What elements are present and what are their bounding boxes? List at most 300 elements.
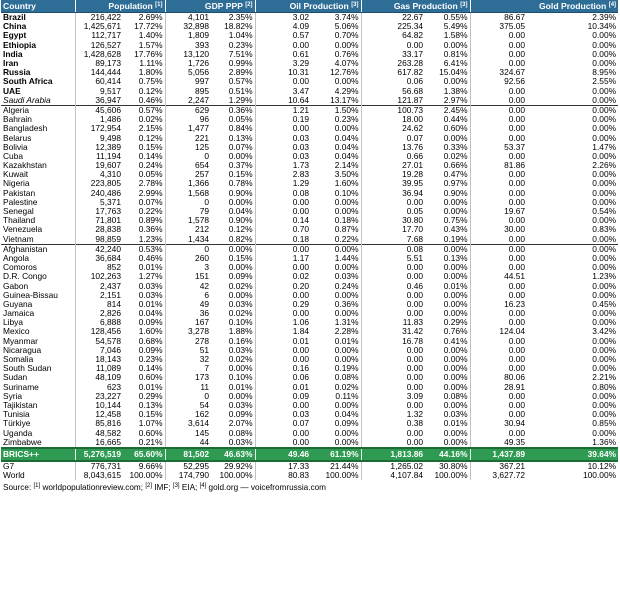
- cell-population: 6,888: [75, 318, 123, 327]
- cell-gold-share: 3.42%: [592, 327, 617, 337]
- cell-gas: 0.06: [361, 77, 425, 86]
- table-row: [1, 152, 618, 161]
- cell-gas: 0.08: [361, 244, 425, 254]
- cell-oil: 10.31: [255, 68, 311, 77]
- cell-oil-share: 1.44%: [334, 253, 359, 263]
- cell-population-share: 0.22%: [138, 206, 163, 217]
- cell-population: 852: [75, 263, 123, 272]
- cell-population: 85,816: [75, 419, 123, 428]
- cell-population-share: 0.24%: [138, 161, 163, 171]
- cell-gold-share: 0.00%: [592, 281, 617, 291]
- table-row: [1, 281, 618, 290]
- cell-gas-share: 6.41%: [443, 58, 468, 69]
- cell-population: 17,763: [75, 207, 123, 216]
- cell-oil: 3.02: [255, 13, 311, 23]
- cell-gas: 39.95: [361, 179, 425, 188]
- cell-gdp: 629: [165, 105, 211, 115]
- cell-population: 48,109: [75, 373, 123, 382]
- cell-population: 28,838: [75, 225, 123, 234]
- cell-population: 7,046: [75, 346, 123, 355]
- cell-gdp: 3,278: [165, 327, 211, 336]
- cell-gold-share: 0.00%: [592, 290, 617, 300]
- cell-gdp: 32,898: [165, 22, 211, 31]
- cell-population: 18,143: [75, 355, 123, 364]
- cell-population-share: 0.15%: [138, 142, 163, 152]
- cell-gdp: 0: [165, 152, 211, 161]
- cell-gdp-share: 0.36%: [211, 105, 255, 115]
- cell-gold: 0.00: [470, 59, 527, 68]
- cell-oil-share: 0.00%: [334, 354, 359, 365]
- cell-gold-share: 2.26%: [592, 161, 617, 171]
- cell-gas: 0.00: [361, 438, 425, 448]
- cell-population: 12,389: [75, 143, 123, 152]
- table-row: [1, 59, 618, 68]
- cell-gas-share: 0.02%: [443, 151, 468, 161]
- cell-gold: 81.86: [470, 161, 527, 170]
- cell-population-share: 0.89%: [138, 216, 163, 226]
- cell-gold: 0.00: [470, 291, 527, 300]
- cell-gas: 0.00: [361, 428, 425, 437]
- cell-gas-share: 0.01%: [443, 419, 468, 429]
- cell-oil-share: 0.00%: [334, 40, 359, 50]
- cell-gas-share: 0.00%: [443, 354, 468, 365]
- cell-oil: 0.01: [255, 383, 311, 392]
- cell-gold-share: 0.00%: [527, 244, 618, 254]
- cell-oil-share: 100.00%: [325, 471, 359, 481]
- cell-oil: 0.00: [255, 77, 311, 86]
- cell-oil-share: 0.00%: [311, 244, 361, 254]
- cell-gas: 7.68: [361, 235, 425, 245]
- cell-population: 16,665: [75, 438, 123, 448]
- cell-population: 11,089: [75, 364, 123, 373]
- cell-gdp-share: 0.99%: [228, 58, 253, 69]
- cell-oil-share: 0.76%: [334, 49, 359, 59]
- cell-gold-share: 0.00%: [592, 216, 617, 226]
- cell-population: 10,144: [75, 401, 123, 410]
- cell-country: Sudan: [3, 373, 28, 383]
- cell-gas-share: 0.00%: [443, 263, 468, 273]
- cell-gas-share: 100.00%: [434, 471, 468, 481]
- cell-gold: 0.00: [470, 87, 527, 96]
- table-body: [1, 13, 618, 481]
- cell-gdp: 1,366: [165, 179, 211, 188]
- cell-gold: 124.04: [470, 327, 527, 336]
- cell-gdp: 4,101: [165, 13, 211, 23]
- cell-gold: 0.00: [470, 346, 527, 355]
- cell-population-share: 0.21%: [138, 437, 163, 447]
- table-row: [1, 96, 618, 106]
- cell-oil-share: 1.60%: [334, 179, 359, 189]
- cell-gdp-share: 0.04%: [228, 206, 253, 217]
- cell-gas-share: 0.97%: [443, 179, 468, 189]
- cell-gold: 1,437.89: [470, 448, 527, 461]
- cell-gdp: 167: [165, 318, 211, 327]
- cell-gold: 0.00: [470, 133, 527, 142]
- cell-gas-share: 15.04%: [439, 68, 468, 78]
- cell-country: Nicaragua: [3, 345, 42, 355]
- cell-gas-share: 30.80%: [425, 461, 470, 471]
- cell-gas: 0.07: [361, 133, 425, 142]
- cell-gdp-share: 0.90%: [228, 188, 253, 198]
- table-row: [1, 143, 618, 152]
- cell-gas: 0.00: [361, 373, 425, 382]
- cell-gas: 0.00: [361, 198, 425, 207]
- cell-oil-share: 0.70%: [334, 31, 359, 41]
- brics-statistics-table: [1, 0, 618, 480]
- cell-population-share: 0.01%: [138, 382, 163, 392]
- cell-gdp: 6: [165, 291, 211, 300]
- header-population: Population [1]: [75, 0, 165, 13]
- cell-population-share: 0.15%: [138, 410, 163, 420]
- table-row: [1, 428, 618, 437]
- cell-oil: 0.03: [255, 410, 311, 419]
- cell-population: 48,582: [75, 428, 123, 437]
- cell-oil-share: 0.00%: [334, 263, 359, 273]
- cell-oil: 0.20: [255, 281, 311, 290]
- cell-oil-share: 1.31%: [334, 318, 359, 328]
- cell-population-share: 0.14%: [138, 364, 163, 374]
- cell-gold: 0.00: [470, 244, 527, 254]
- cell-gas: 17.70: [361, 225, 425, 234]
- cell-country: Jamaica: [3, 309, 35, 319]
- cell-country: Angola: [3, 253, 30, 263]
- cell-population: 11,194: [75, 152, 123, 161]
- cell-gold: 0.00: [470, 170, 527, 179]
- cell-oil: 0.06: [255, 373, 311, 382]
- cell-gdp: 13,120: [165, 50, 211, 59]
- cell-population: 2,826: [75, 309, 123, 318]
- cell-country: Thailand: [3, 216, 36, 226]
- cell-gdp-share: 0.03%: [228, 299, 253, 309]
- cell-gdp: 173: [165, 373, 211, 382]
- cell-oil-share: 2.14%: [334, 161, 359, 171]
- cell-country: Algeria: [1, 105, 75, 115]
- cell-gold: 16.23: [470, 300, 527, 309]
- cell-gdp-share: 0.02%: [228, 354, 253, 365]
- cell-population-share: 0.60%: [138, 428, 163, 438]
- cell-oil: 17.33: [255, 461, 311, 471]
- cell-gold-share: 0.00%: [527, 105, 618, 115]
- cell-population-share: 0.36%: [138, 225, 163, 235]
- cell-gas-share: 5.49%: [443, 22, 468, 32]
- cell-gdp: 49: [165, 300, 211, 309]
- header-gdp-ppp: GDP PPP [2]: [165, 0, 255, 13]
- cell-gas: 31.42: [361, 327, 425, 336]
- cell-gold: 0.00: [470, 31, 527, 40]
- cell-gdp: 125: [165, 143, 211, 152]
- cell-oil: 0.00: [255, 41, 311, 50]
- cell-gdp-share: 0.09%: [228, 272, 253, 282]
- cell-gas: 5.51: [361, 254, 425, 263]
- cell-country: South Sudan: [3, 364, 52, 374]
- cell-gas-share: 0.00%: [425, 244, 470, 254]
- cell-population: 1,486: [75, 115, 123, 124]
- cell-country: BRICS++: [1, 448, 75, 461]
- cell-population: 240,486: [75, 189, 123, 198]
- cell-oil: 10.64: [255, 96, 311, 106]
- cell-population-share: 0.12%: [138, 133, 163, 143]
- cell-country: China: [3, 22, 27, 32]
- cell-gas-share: 0.00%: [443, 197, 468, 207]
- cell-gas-share: 0.00%: [443, 77, 468, 87]
- cell-gdp: 52,295: [165, 461, 211, 471]
- cell-gold-share: 2.55%: [592, 77, 617, 87]
- cell-gas: 19.28: [361, 170, 425, 179]
- cell-oil: 0.00: [255, 263, 311, 272]
- cell-gas-share: 0.81%: [443, 49, 468, 59]
- cell-gdp-share: 0.07%: [228, 142, 253, 152]
- cell-population-share: 0.07%: [138, 197, 163, 207]
- cell-gdp: 257: [165, 170, 211, 179]
- cell-gold: 0.00: [470, 401, 527, 410]
- cell-population: 776,731: [75, 461, 123, 471]
- cell-population-share: 0.14%: [138, 151, 163, 161]
- cell-population: 223,805: [75, 179, 123, 188]
- cell-gdp-share: 0.23%: [228, 40, 253, 50]
- cell-gold: 92.56: [470, 77, 527, 86]
- cell-oil-share: 0.00%: [334, 309, 359, 319]
- cell-gas: 1.32: [361, 410, 425, 419]
- cell-oil-share: 0.87%: [334, 225, 359, 235]
- cell-oil: 49.46: [255, 448, 311, 461]
- cell-country: Brazil: [3, 12, 26, 23]
- cell-gdp: 895: [165, 87, 211, 96]
- cell-gdp-share: 0.90%: [228, 216, 253, 226]
- cell-gold-share: 0.83%: [592, 225, 617, 235]
- cell-gold-share: 0.00%: [592, 309, 617, 319]
- cell-gas-share: 0.33%: [443, 142, 468, 152]
- cell-gdp-share: 2.89%: [228, 68, 253, 78]
- cell-gdp: 1,434: [165, 235, 211, 245]
- table-row: [1, 309, 618, 318]
- cell-oil: 0.00: [255, 198, 311, 207]
- cell-gold-share: 0.00%: [592, 197, 617, 207]
- cell-gold: 0.00: [470, 428, 527, 437]
- cell-gold: 0.00: [470, 179, 527, 188]
- cell-population: 42,240: [75, 244, 123, 254]
- cell-gdp: 997: [165, 77, 211, 86]
- cell-gdp-share: 0.03%: [228, 437, 253, 447]
- cell-population-share: 0.68%: [138, 336, 163, 346]
- cell-population-share: 1.27%: [138, 272, 163, 282]
- cell-gas-share: 0.44%: [443, 115, 468, 125]
- header-country: Country: [1, 0, 75, 13]
- cell-gold: 28.91: [470, 383, 527, 392]
- cell-population-share: 1.07%: [138, 419, 163, 429]
- cell-oil: 1.29: [255, 179, 311, 188]
- cell-oil: 3.47: [255, 87, 311, 96]
- cell-oil-share: 0.09%: [334, 419, 359, 429]
- cell-gdp-share: 0.57%: [228, 77, 253, 87]
- cell-gold-share: 8.95%: [592, 68, 617, 78]
- cell-country: Uganda: [3, 428, 33, 438]
- cell-gold: 0.00: [470, 364, 527, 373]
- cell-population: 98,859: [75, 235, 123, 245]
- cell-oil: 0.61: [255, 50, 311, 59]
- table-row: [1, 410, 618, 419]
- table-row: [1, 189, 618, 198]
- cell-gas: 0.00: [361, 383, 425, 392]
- cell-gold: 0.00: [470, 105, 527, 115]
- cell-gas: 24.62: [361, 124, 425, 133]
- cell-oil: 0.00: [255, 291, 311, 300]
- cell-gold-share: 0.00%: [592, 428, 617, 438]
- cell-gold-share: 10.12%: [527, 461, 618, 471]
- cell-gdp-share: 0.51%: [228, 86, 253, 96]
- cell-country: Tunisia: [3, 410, 30, 420]
- cell-gdp-share: 0.00%: [228, 290, 253, 300]
- cell-country: Mexico: [3, 327, 30, 337]
- cell-gold-share: 0.00%: [592, 115, 617, 125]
- cell-population: 89,173: [75, 59, 123, 68]
- cell-country: Egypt: [3, 31, 27, 41]
- cell-country: Palestine: [3, 197, 38, 207]
- cell-population-share: 2.15%: [138, 124, 163, 134]
- cell-gold: 0.00: [470, 235, 527, 245]
- cell-gold-share: 1.47%: [592, 142, 617, 152]
- cell-gold-share: 0.00%: [592, 179, 617, 189]
- cell-gdp: 145: [165, 428, 211, 437]
- cell-gas: 0.00: [361, 300, 425, 309]
- cell-gas-share: 0.00%: [443, 206, 468, 217]
- cell-gas-share: 0.00%: [443, 133, 468, 143]
- cell-gas: 64.82: [361, 31, 425, 40]
- cell-population-share: 0.01%: [138, 263, 163, 273]
- cell-gold: 0.00: [470, 124, 527, 133]
- cell-gas-share: 0.19%: [443, 234, 468, 244]
- cell-gold-share: 0.00%: [592, 86, 617, 96]
- cell-population-share: 0.03%: [138, 281, 163, 291]
- cell-gold-share: 0.00%: [592, 234, 617, 244]
- cell-population-share: 1.23%: [138, 234, 163, 244]
- cell-gas: 22.67: [361, 13, 425, 23]
- cell-gdp: 1,568: [165, 189, 211, 198]
- cell-oil-share: 0.11%: [335, 391, 359, 401]
- cell-population-share: 0.53%: [123, 244, 165, 254]
- cell-gas: 0.00: [361, 355, 425, 364]
- cell-oil: 0.03: [255, 152, 311, 161]
- cell-gas: 36.94: [361, 189, 425, 198]
- cell-country: Pakistan: [3, 188, 36, 198]
- cell-gas: 0.00: [361, 263, 425, 272]
- cell-gold-share: 0.45%: [592, 299, 617, 309]
- cell-country: Vietnam: [3, 234, 34, 244]
- table-row: [1, 401, 618, 410]
- cell-oil: 4.09: [255, 22, 311, 31]
- cell-gold-share: 0.00%: [592, 354, 617, 365]
- cell-gdp-share: 0.00%: [211, 244, 255, 254]
- table-row: [1, 383, 618, 392]
- cell-gold: 0.00: [470, 263, 527, 272]
- cell-gdp-share: 0.08%: [228, 428, 253, 438]
- cell-population-share: 0.46%: [138, 253, 163, 263]
- cell-gold: 0.00: [470, 189, 527, 198]
- cell-gas: 121.87: [361, 96, 425, 106]
- cell-oil-share: 13.17%: [330, 95, 359, 105]
- cell-gas-share: 0.00%: [443, 290, 468, 300]
- header-oil-production: Oil Production [3]: [255, 0, 361, 13]
- cell-gold: 30.00: [470, 225, 527, 234]
- cell-gdp-share: 0.02%: [228, 309, 253, 319]
- cell-gold-share: 0.00%: [592, 345, 617, 355]
- cell-gdp: 654: [165, 161, 211, 170]
- cell-population: 8,043,615: [75, 471, 123, 480]
- table-row: [1, 327, 618, 336]
- cell-gdp-share: 0.10%: [228, 373, 253, 383]
- cell-oil: 0.00: [255, 244, 311, 254]
- cell-gdp-share: 2.07%: [228, 419, 253, 429]
- cell-gdp-share: 0.01%: [228, 382, 253, 392]
- cell-gold: 80.06: [470, 373, 527, 382]
- cell-gas-share: 0.29%: [443, 318, 468, 328]
- table-row: [1, 364, 618, 373]
- cell-gold: 0.00: [470, 216, 527, 225]
- cell-gold: 86.67: [470, 13, 527, 23]
- cell-population: 1,425,671: [75, 22, 123, 31]
- cell-country: Bahrain: [3, 115, 32, 125]
- cell-gold: 0.00: [470, 198, 527, 207]
- cell-gold: 0.00: [470, 281, 527, 290]
- cell-oil-share: 0.23%: [334, 115, 359, 125]
- cell-country: Syria: [3, 391, 23, 401]
- cell-gold: 0.00: [470, 318, 527, 327]
- cell-oil: 0.01: [255, 337, 311, 346]
- table-row: [1, 318, 618, 327]
- cell-oil-share: 0.00%: [334, 197, 359, 207]
- cell-gold: 324.67: [470, 68, 527, 77]
- cell-gdp-share: 18.82%: [224, 22, 253, 32]
- cell-gold: 0.00: [470, 337, 527, 346]
- cell-gas-share: 0.43%: [443, 225, 468, 235]
- cell-gdp-share: 0.00%: [228, 151, 253, 161]
- cell-oil-share: 0.02%: [334, 382, 359, 392]
- table-row: [1, 179, 618, 188]
- cell-gdp: 3: [165, 263, 211, 272]
- cell-oil: 0.02: [255, 272, 311, 281]
- cell-gdp: 79: [165, 207, 211, 216]
- cell-gold-share: 1.36%: [592, 437, 617, 447]
- cell-country: Ethiopia: [3, 40, 37, 50]
- cell-country: D.R. Congo: [3, 272, 47, 282]
- cell-population-share: 0.13%: [138, 400, 163, 410]
- cell-country: Bolivia: [3, 142, 28, 152]
- cell-gdp: 2,247: [165, 96, 211, 106]
- table-row: [1, 41, 618, 50]
- cell-gdp: 44: [165, 438, 211, 448]
- cell-population: 112,717: [75, 31, 123, 40]
- cell-population: 4,310: [75, 170, 123, 179]
- cell-oil-share: 0.04%: [334, 410, 359, 420]
- cell-gas-share: 0.00%: [443, 309, 468, 319]
- table-row: [1, 337, 618, 346]
- cell-oil: 3.29: [255, 59, 311, 68]
- cell-population: 1,428,628: [75, 50, 123, 59]
- cell-country: Venezuela: [3, 225, 43, 235]
- cell-country: India: [3, 49, 23, 59]
- cell-oil-share: 12.76%: [330, 68, 359, 78]
- cell-country: Guyana: [3, 299, 33, 309]
- cell-oil-share: 0.00%: [334, 428, 359, 438]
- cell-gas: 0.00: [361, 41, 425, 50]
- cell-gold-share: 0.00%: [592, 400, 617, 410]
- cell-oil: 0.57: [255, 31, 311, 40]
- cell-population: 9,498: [75, 133, 123, 142]
- header-gas-production: Gas Production [3]: [361, 0, 470, 13]
- cell-country: Kuwait: [3, 170, 29, 180]
- cell-gdp-share: 29.92%: [211, 461, 255, 471]
- cell-gdp-share: 0.02%: [228, 281, 253, 291]
- cell-gas: 0.00: [361, 291, 425, 300]
